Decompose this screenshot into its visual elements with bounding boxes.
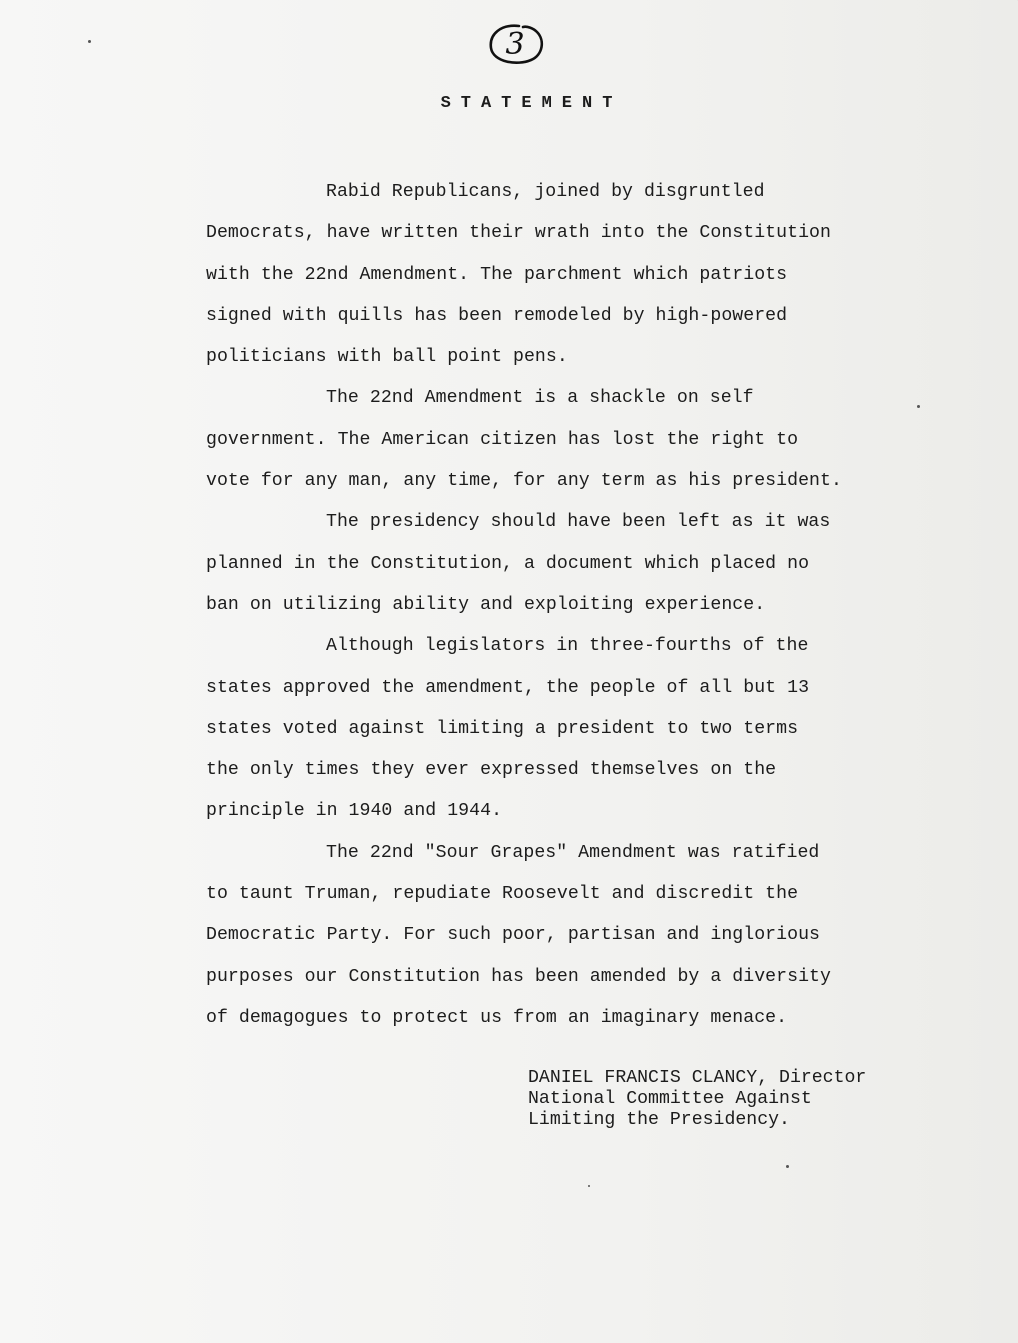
text-line: Although legislators in three-fourths of the <box>326 636 809 657</box>
text-line: The 22nd "Sour Grapes" Amendment was ratified <box>326 842 820 863</box>
text-line: Rabid Republicans, joined by disgruntled <box>326 182 765 202</box>
paragraph <box>206 833 921 1039</box>
paragraph <box>206 378 921 502</box>
signature-block <box>528 1068 928 1131</box>
statement-body <box>206 172 921 1039</box>
signature-name: DANIEL FRANCIS CLANCY, Director <box>528 1068 867 1088</box>
text-line: principle in 1940 and 1944. <box>206 801 503 822</box>
page-number: 3 <box>505 27 525 62</box>
page-title: STATEMENT <box>440 94 623 113</box>
text-line: The presidency should have been left as it was <box>326 512 831 533</box>
text-line: with the 22nd Amendment. The parchment which patriots <box>206 264 788 285</box>
text-line: planned in the Constitution, a document which placed no <box>206 553 810 574</box>
text-line: Democrats, have written their wrath into the Constitution <box>206 223 831 244</box>
paragraph <box>206 626 921 832</box>
page-number-circled <box>483 22 547 68</box>
speck <box>917 405 920 408</box>
text-line: states voted against limiting a president to two terms <box>206 718 799 739</box>
text-line: vote for any man, any time, for any term as his president. <box>206 471 842 492</box>
signature-organization: National Committee Against <box>528 1089 812 1109</box>
text-line: ban on utilizing ability and exploiting experience. <box>206 594 766 615</box>
speck <box>786 1165 789 1168</box>
text-line: states approved the amendment, the people of all but 13 <box>206 677 810 698</box>
edge-mark <box>966 0 1018 2</box>
speck <box>88 40 91 43</box>
text-line: The 22nd Amendment is a shackle on self <box>326 388 754 409</box>
text-line: the only times they ever expressed themselves on the <box>206 760 777 781</box>
paragraph <box>206 502 921 626</box>
signature-organization-cont: Limiting the Presidency. <box>528 1110 790 1130</box>
text-line: purposes our Constitution has been amended by a diversity <box>206 966 831 987</box>
speck <box>588 1185 590 1187</box>
text-line: of demagogues to protect us from an imaginary menace. <box>206 1007 788 1028</box>
text-line: government. The American citizen has lost the right to <box>206 429 799 450</box>
text-line: to taunt Truman, repudiate Roosevelt and discredit the <box>206 884 799 905</box>
text-line: signed with quills has been remodeled by high-powered <box>206 305 788 326</box>
paragraph <box>206 172 921 378</box>
text-line: politicians with ball point pens. <box>206 347 568 368</box>
text-line: Democratic Party. For such poor, partisan and inglorious <box>206 925 820 946</box>
